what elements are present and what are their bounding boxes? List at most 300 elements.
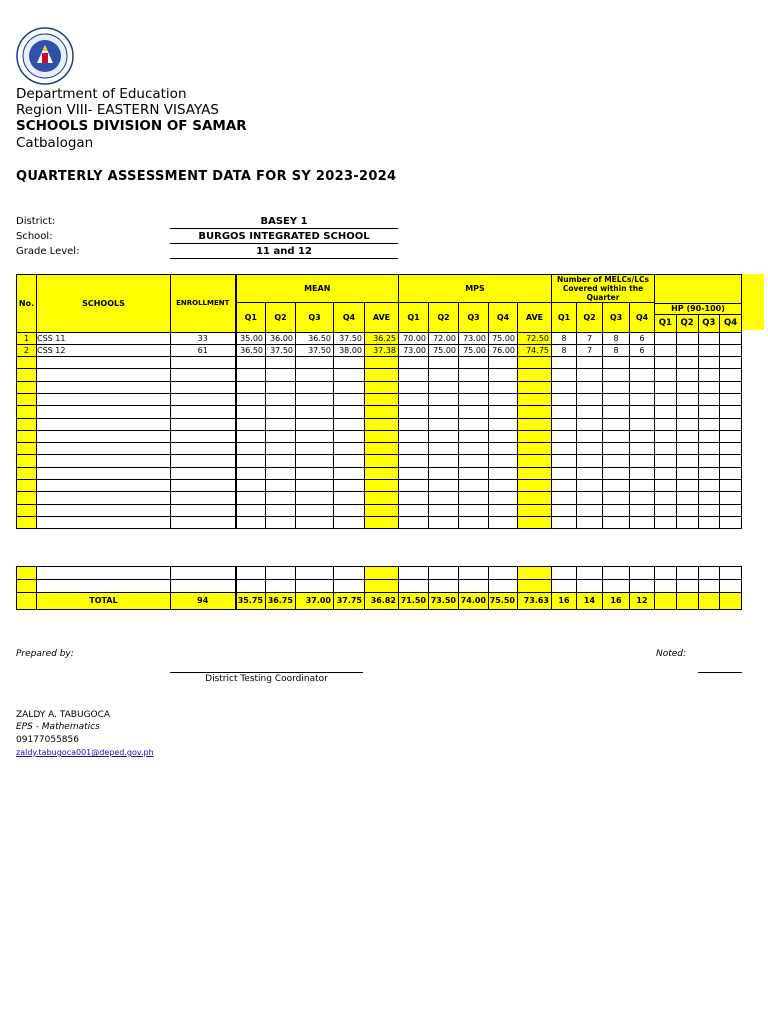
blank-cell: [630, 580, 655, 593]
row-melc-cell: [552, 393, 577, 405]
row-hp-cell: [655, 516, 677, 528]
row-hp-cell: [720, 381, 742, 393]
table-row: [17, 393, 742, 405]
row-mps-cell: [489, 406, 518, 418]
row-hp-cell: [699, 418, 720, 430]
row-enrollment: [171, 492, 236, 504]
row-hp-cell: [699, 492, 720, 504]
row-mean-cell: [296, 406, 334, 418]
row-melc-cell: 8: [603, 344, 630, 356]
row-hp-cell: [720, 418, 742, 430]
row-enrollment: [171, 516, 236, 528]
row-mean-cell: [266, 504, 296, 516]
row-mean-cell: [365, 443, 399, 455]
yellow-tab-decoration: [741, 274, 764, 330]
header-mean: MEAN: [236, 275, 399, 303]
district-label: District:: [16, 216, 56, 227]
row-mean-cell: [296, 443, 334, 455]
row-mean-cell: [266, 480, 296, 492]
blank-cell: [603, 567, 630, 580]
row-hp-cell: [655, 344, 677, 356]
row-melc-cell: [577, 455, 603, 467]
division-name: SCHOOLS DIVISION OF SAMAR: [16, 118, 247, 134]
signatory-phone: 09177055856: [16, 735, 79, 745]
row-mps-cell: [459, 504, 489, 516]
row-hp-cell: [720, 344, 742, 356]
row-mps-cell: 70.00: [399, 332, 429, 344]
row-mps-cell: [399, 406, 429, 418]
row-mean-cell: [266, 357, 296, 369]
row-hp-cell: [699, 443, 720, 455]
table-row: [17, 492, 742, 504]
mean-q2: Q2: [266, 303, 296, 333]
row-melc-cell: [630, 492, 655, 504]
row-hp-cell: [677, 443, 699, 455]
row-mean-cell: [266, 516, 296, 528]
row-school: [37, 393, 171, 405]
row-mps-cell: [489, 369, 518, 381]
row-mean-cell: [365, 504, 399, 516]
row-mps-cell: [399, 369, 429, 381]
row-mps-cell: [518, 516, 552, 528]
row-hp-cell: [677, 455, 699, 467]
table-row: [17, 467, 742, 479]
row-mps-cell: [518, 381, 552, 393]
row-mean-cell: [266, 430, 296, 442]
blank-cell: [699, 580, 720, 593]
row-mps-cell: [429, 443, 459, 455]
mean-ave: AVE: [365, 303, 399, 333]
hp-block: [655, 303, 742, 333]
row-mps-cell: [459, 492, 489, 504]
row-mps-cell: [429, 357, 459, 369]
row-no: [17, 480, 37, 492]
mean-q1: Q1: [236, 303, 266, 333]
row-mean-cell: [334, 467, 365, 479]
row-mean-cell: [334, 357, 365, 369]
row-hp-cell: [699, 455, 720, 467]
row-mean-cell: 37.50: [296, 344, 334, 356]
row-mean-cell: [365, 516, 399, 528]
row-hp-cell: [720, 516, 742, 528]
row-mean-cell: [236, 492, 266, 504]
row-mps-cell: [399, 357, 429, 369]
row-mean-cell: [236, 443, 266, 455]
school-value: BURGOS INTEGRATED SCHOOL: [170, 230, 398, 244]
total-melc-q4: 12: [630, 593, 655, 610]
mps-q3: Q3: [459, 303, 489, 333]
row-melc-cell: [552, 516, 577, 528]
row-hp-cell: [720, 455, 742, 467]
row-mean-cell: 37.38: [365, 344, 399, 356]
row-school: CSS 12: [37, 344, 171, 356]
row-enrollment: [171, 455, 236, 467]
row-mps-cell: [399, 516, 429, 528]
row-hp-cell: [699, 467, 720, 479]
total-row: [17, 593, 742, 610]
deped-seal-icon: [16, 27, 74, 85]
row-hp-cell: [699, 393, 720, 405]
row-hp-cell: [655, 443, 677, 455]
row-mean-cell: [296, 357, 334, 369]
blank-cell: [37, 567, 171, 580]
row-hp-cell: [655, 418, 677, 430]
row-mps-cell: [399, 492, 429, 504]
row-mean-cell: [365, 393, 399, 405]
row-mps-cell: [489, 480, 518, 492]
row-mean-cell: [266, 381, 296, 393]
row-mps-cell: [489, 504, 518, 516]
row-mean-cell: [365, 430, 399, 442]
row-melc-cell: [630, 516, 655, 528]
row-mps-cell: [489, 467, 518, 479]
row-mps-cell: [489, 418, 518, 430]
row-school: [37, 406, 171, 418]
row-melc-cell: [603, 430, 630, 442]
blank-cell: [399, 580, 429, 593]
row-mps-cell: [489, 443, 518, 455]
header-melcs: Number of MELCs/LCs Covered within the Quarter: [552, 275, 655, 303]
blank-cell: [236, 580, 266, 593]
blank-cell: [429, 580, 459, 593]
row-mps-cell: [518, 504, 552, 516]
row-mps-cell: [459, 467, 489, 479]
blank-cell: [518, 580, 552, 593]
row-mps-cell: 72.00: [429, 332, 459, 344]
signature-line: [170, 672, 363, 673]
row-mps-cell: [489, 516, 518, 528]
blank-cell: [630, 567, 655, 580]
row-melc-cell: [577, 393, 603, 405]
blank-cell: [429, 567, 459, 580]
row-school: CSS 11: [37, 332, 171, 344]
row-hp-cell: [677, 516, 699, 528]
row-melc-cell: [552, 369, 577, 381]
row-mps-cell: [429, 504, 459, 516]
row-melc-cell: 8: [603, 332, 630, 344]
row-mean-cell: [334, 393, 365, 405]
row-melc-cell: [552, 418, 577, 430]
row-mps-cell: 74.75: [518, 344, 552, 356]
row-no: [17, 357, 37, 369]
row-melc-cell: [603, 381, 630, 393]
row-melc-cell: [603, 504, 630, 516]
row-mean-cell: [266, 406, 296, 418]
row-mean-cell: [296, 418, 334, 430]
row-mps-cell: 75.00: [429, 344, 459, 356]
row-mps-cell: [518, 369, 552, 381]
row-mean-cell: [334, 430, 365, 442]
row-enrollment: [171, 369, 236, 381]
row-hp-cell: [655, 492, 677, 504]
row-hp-cell: [677, 369, 699, 381]
total-mean-ave: 36.82: [365, 593, 399, 610]
row-mean-cell: [365, 480, 399, 492]
row-hp-cell: [677, 467, 699, 479]
row-mps-cell: [429, 480, 459, 492]
row-mean-cell: [266, 455, 296, 467]
row-hp-cell: [699, 516, 720, 528]
row-no: [17, 393, 37, 405]
mps-q2: Q2: [429, 303, 459, 333]
row-no: [17, 381, 37, 393]
row-school: [37, 480, 171, 492]
row-enrollment: [171, 357, 236, 369]
row-enrollment: 33: [171, 332, 236, 344]
signatory-email-link[interactable]: zaldy.tabugoca001@deped.gov.ph: [16, 748, 154, 757]
row-mean-cell: [296, 381, 334, 393]
table-row: [17, 418, 742, 430]
table-row: [17, 369, 742, 381]
table-row: [17, 504, 742, 516]
row-mean-cell: [365, 492, 399, 504]
row-school: [37, 357, 171, 369]
row-mean-cell: [365, 369, 399, 381]
row-hp-cell: [699, 406, 720, 418]
row-melc-cell: [603, 480, 630, 492]
row-melc-cell: [630, 430, 655, 442]
row-melc-cell: [603, 393, 630, 405]
row-mean-cell: [334, 369, 365, 381]
row-hp-cell: [720, 504, 742, 516]
row-melc-cell: [630, 480, 655, 492]
row-enrollment: [171, 430, 236, 442]
blank-cell: [552, 567, 577, 580]
table-row: [17, 443, 742, 455]
row-mean-cell: [236, 504, 266, 516]
row-mps-cell: [489, 492, 518, 504]
row-melc-cell: [577, 406, 603, 418]
table-row: [17, 567, 742, 580]
row-melc-cell: 8: [552, 332, 577, 344]
row-mean-cell: [334, 480, 365, 492]
row-melc-cell: [630, 504, 655, 516]
row-mps-cell: [429, 516, 459, 528]
row-mean-cell: [334, 381, 365, 393]
signatory-name: ZALDY A. TABUGOCA: [16, 710, 111, 720]
row-mps-cell: 75.00: [489, 332, 518, 344]
row-mps-cell: [459, 357, 489, 369]
school-label: School:: [16, 231, 53, 242]
row-melc-cell: [577, 430, 603, 442]
row-melc-cell: [552, 480, 577, 492]
header-enrollment: ENROLLMENT: [171, 275, 236, 333]
blank-cell: [655, 567, 677, 580]
row-mps-cell: [459, 369, 489, 381]
table-row: [17, 381, 742, 393]
row-melc-cell: [552, 492, 577, 504]
row-mean-cell: [236, 455, 266, 467]
row-mps-cell: [459, 480, 489, 492]
row-no: [17, 443, 37, 455]
row-hp-cell: [677, 406, 699, 418]
row-mean-cell: [365, 406, 399, 418]
row-enrollment: [171, 393, 236, 405]
total-mps-q1: 71.50: [399, 593, 429, 610]
row-mps-cell: [399, 430, 429, 442]
row-mps-cell: [518, 455, 552, 467]
mps-q1: Q1: [399, 303, 429, 333]
blank-cell: [552, 580, 577, 593]
row-no: [17, 467, 37, 479]
blank-cell: [296, 580, 334, 593]
row-school: [37, 381, 171, 393]
row-school: [37, 504, 171, 516]
row-mean-cell: [296, 480, 334, 492]
row-enrollment: [171, 418, 236, 430]
row-no: [17, 430, 37, 442]
assessment-table: [16, 274, 742, 529]
row-mean-cell: [236, 369, 266, 381]
total-mean-q3: 37.00: [296, 593, 334, 610]
hp-q2: Q2: [677, 315, 699, 332]
row-mps-cell: [459, 455, 489, 467]
row-mean-cell: [296, 393, 334, 405]
blank-cell: [489, 580, 518, 593]
blank-cell: [365, 567, 399, 580]
row-mean-cell: [296, 516, 334, 528]
row-melc-cell: [630, 406, 655, 418]
signatory-position: EPS - Mathematics: [16, 722, 100, 732]
blank-cell: [17, 580, 37, 593]
row-enrollment: [171, 467, 236, 479]
row-mps-cell: [459, 393, 489, 405]
row-hp-cell: [720, 492, 742, 504]
prepared-by-label: Prepared by:: [16, 649, 74, 659]
row-school: [37, 492, 171, 504]
row-mps-cell: [399, 443, 429, 455]
row-mean-cell: [266, 369, 296, 381]
row-mps-cell: [489, 381, 518, 393]
row-school: [37, 467, 171, 479]
row-hp-cell: [655, 455, 677, 467]
mean-q4: Q4: [334, 303, 365, 333]
row-mps-cell: [489, 393, 518, 405]
row-mps-cell: [518, 492, 552, 504]
row-mean-cell: 36.50: [236, 344, 266, 356]
blank-cell: [677, 567, 699, 580]
row-melc-cell: [577, 504, 603, 516]
row-mps-cell: [429, 406, 459, 418]
row-mean-cell: [236, 406, 266, 418]
row-hp-cell: [677, 357, 699, 369]
row-hp-cell: [677, 381, 699, 393]
row-hp-cell: [677, 504, 699, 516]
blank-cell: [603, 580, 630, 593]
blank-cell: [266, 567, 296, 580]
row-hp-cell: [677, 480, 699, 492]
hp-q1: Q1: [655, 315, 677, 332]
row-mps-cell: [429, 492, 459, 504]
row-mean-cell: 36.50: [296, 332, 334, 344]
row-hp-cell: [720, 357, 742, 369]
row-mps-cell: [429, 467, 459, 479]
blank-cell: [37, 580, 171, 593]
row-hp-cell: [677, 344, 699, 356]
row-mean-cell: [236, 516, 266, 528]
blank-cell: [334, 580, 365, 593]
row-melc-cell: [630, 393, 655, 405]
total-mean-q2: 36.75: [266, 593, 296, 610]
row-mps-cell: [459, 406, 489, 418]
blank-cell: [296, 567, 334, 580]
blank-cell: [655, 580, 677, 593]
row-mean-cell: [296, 492, 334, 504]
table-row: [17, 516, 742, 528]
row-mean-cell: [334, 443, 365, 455]
row-mean-cell: [365, 418, 399, 430]
row-hp-cell: [677, 492, 699, 504]
row-melc-cell: [577, 381, 603, 393]
row-school: [37, 430, 171, 442]
row-school: [37, 516, 171, 528]
header-no: No.: [17, 275, 37, 333]
row-mean-cell: [266, 467, 296, 479]
row-no: 2: [17, 344, 37, 356]
row-mps-cell: [429, 381, 459, 393]
row-mean-cell: [365, 357, 399, 369]
district-value: BASEY 1: [170, 215, 398, 229]
row-hp-cell: [699, 344, 720, 356]
melc-q4: Q4: [630, 303, 655, 333]
row-mean-cell: [236, 467, 266, 479]
row-school: [37, 418, 171, 430]
row-mean-cell: [236, 357, 266, 369]
blank-cell: [720, 567, 742, 580]
row-hp-cell: [655, 504, 677, 516]
row-hp-cell: [655, 381, 677, 393]
row-mean-cell: [365, 381, 399, 393]
row-mean-cell: [266, 492, 296, 504]
row-mps-cell: [429, 418, 459, 430]
row-mps-cell: 72.50: [518, 332, 552, 344]
total-hp-q2: [677, 593, 699, 610]
row-mean-cell: [296, 467, 334, 479]
coordinator-title: District Testing Coordinator: [205, 674, 328, 684]
row-mean-cell: [296, 369, 334, 381]
row-no: [17, 504, 37, 516]
row-hp-cell: [655, 480, 677, 492]
row-mean-cell: 37.50: [266, 344, 296, 356]
blank-cell: [334, 567, 365, 580]
mps-ave: AVE: [518, 303, 552, 333]
row-no: [17, 369, 37, 381]
row-enrollment: 61: [171, 344, 236, 356]
row-mean-cell: [334, 418, 365, 430]
row-mean-cell: [296, 504, 334, 516]
row-melc-cell: [630, 443, 655, 455]
table-row: [17, 480, 742, 492]
total-mean-q1: 35.75: [236, 593, 266, 610]
table-row: [17, 344, 742, 356]
table-row: [17, 430, 742, 442]
row-mps-cell: [489, 455, 518, 467]
row-mps-cell: [518, 480, 552, 492]
blank-cell: [399, 567, 429, 580]
dept-name: Department of Education: [16, 86, 187, 102]
table-row: [17, 332, 742, 344]
row-melc-cell: [577, 357, 603, 369]
blank-cell: [236, 567, 266, 580]
mps-q4: Q4: [489, 303, 518, 333]
row-melc-cell: [630, 381, 655, 393]
row-mean-cell: [236, 381, 266, 393]
row-hp-cell: [699, 430, 720, 442]
row-mps-cell: [399, 504, 429, 516]
header-hp-top: [655, 275, 742, 303]
row-melc-cell: [603, 516, 630, 528]
row-mps-cell: [518, 393, 552, 405]
